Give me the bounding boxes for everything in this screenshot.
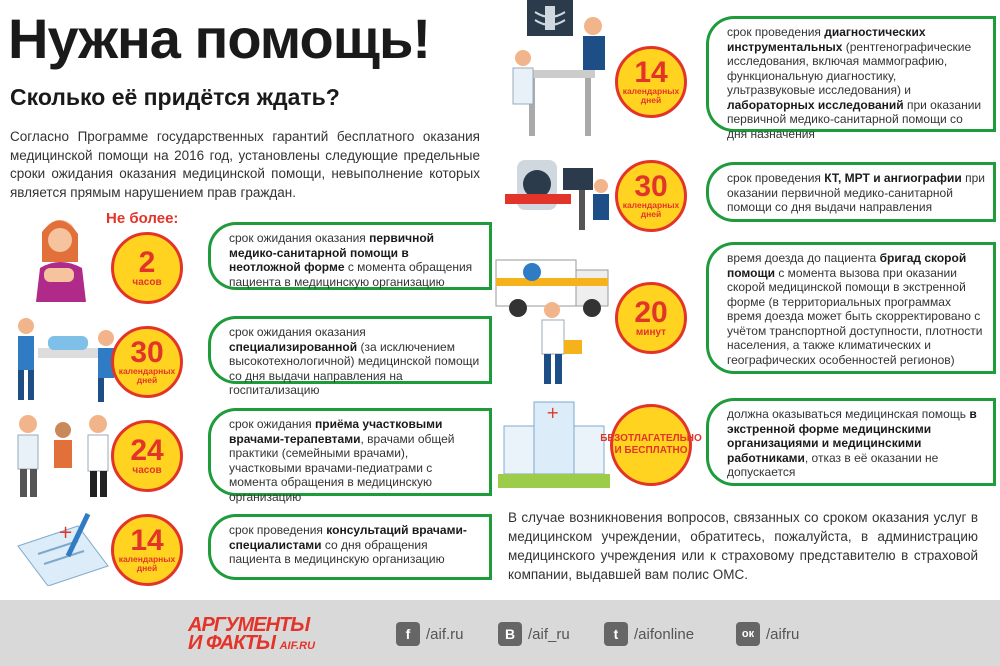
badge-number: 24 (130, 433, 164, 467)
card-text: (за исключением высокотехнологичной) медицинской помощи со дня выдачи направления на госпитализацию (229, 339, 480, 397)
badge-immediate-free (600, 404, 702, 486)
badge-20-minutes (615, 282, 687, 354)
twitter-icon: t (604, 622, 628, 646)
badge-2-hours (111, 232, 183, 304)
card-ambulance (706, 242, 994, 374)
card-text: срок проведения (229, 523, 327, 537)
logo-site: AIF.RU (279, 640, 316, 652)
card-bold-text: специализированной (229, 339, 358, 354)
badge-unit: календарных дней (118, 554, 176, 573)
page-subtitle: Сколько её придётся ждать? (10, 84, 340, 110)
social-handle: /aif.ru (426, 625, 464, 643)
logo-line1: АРГУМЕНТЫ (188, 614, 310, 636)
badge-unit: календарных дней (622, 86, 680, 105)
card-text: срок ожидания оказания (229, 231, 370, 245)
card-text: время доезда до пациента (727, 251, 880, 265)
card-urgent-primary-care (208, 222, 490, 290)
intro-text: Согласно Программе государственных гарантий бесплатного оказания медицинской помощи на 2016 год, установлены следующие предельные сроки ожидания оказания медицинской помощи, невыполнение которых является прямым нарушением прав граждан. (10, 129, 480, 200)
badge-free-text: БЕЗОТЛАГАТЕЛЬНО И БЕСПЛАТНО (600, 433, 702, 456)
social-handle: /aifonline (634, 625, 695, 643)
social-vk[interactable] (498, 622, 570, 646)
paramedics-stretcher-illustration (8, 308, 118, 403)
badge-number: 30 (130, 336, 164, 369)
card-emergency-care (706, 398, 994, 486)
card-text: срок проведения (727, 171, 825, 185)
badge-number: 20 (634, 295, 668, 329)
badge-unit: минут (635, 326, 667, 338)
card-text: должна оказываться медицинская помощь (727, 407, 970, 421)
card-text: , врачами общей практики (семейными врачами), участковыми врачами-педиатрами с момента обращения в медицинскую организацию (229, 431, 455, 504)
social-twitter[interactable] (604, 622, 694, 646)
card-ct-mri (706, 162, 994, 222)
card-bold-text: в экстренной форме медицинскими организациями и медицинскими работниками (727, 407, 977, 465)
no-more-label: Не более: (106, 210, 179, 227)
badge-14-days-diagnostics (615, 46, 687, 118)
card-specialized-care (208, 316, 490, 397)
xray-doctor-illustration (505, 0, 615, 140)
card-bold-text: приёма участковыми врачами-терапевтами (229, 417, 443, 446)
svg-text:+: + (546, 403, 560, 422)
referral-document-illustration (8, 506, 113, 586)
card-text: со дня обращения пациента в медицинскую организацию (229, 537, 445, 566)
badge-30-days-ct-mri (615, 160, 687, 232)
vk-icon: В (498, 622, 522, 646)
badge-number: 30 (634, 170, 668, 203)
badge-14-days (111, 514, 183, 586)
card-district-doctors (208, 408, 490, 504)
badge-unit: календарных дней (118, 366, 176, 385)
card-bold-text: консультаций врачами-специалистами (229, 523, 467, 552)
questions-note: В случае возникновения вопросов, связанных со сроком оказания услуг в медицинском учреждении, обратитесь, пожалуйста, в администрацию медицинского учреждения или к страховому представителю в страховой компании, выдавшей вам полис ОМС. (508, 510, 978, 582)
card-text: срок ожидания оказания (229, 325, 366, 339)
card-text: при оказании первичной медико-санитарной помощи со дня назначения (727, 97, 982, 141)
social-facebook[interactable] (396, 622, 464, 646)
odnoklassniki-icon: ок (736, 622, 760, 646)
card-bold-text: лабораторных исследований (727, 97, 904, 112)
card-text: при оказании первичной медико-санитарной помощи со дня выдачи направления (727, 171, 986, 214)
social-handle: /aif_ru (528, 625, 570, 643)
mri-scanner-illustration (505, 150, 615, 240)
card-specialist-consultations (208, 514, 490, 580)
card-text: с момента вызова при оказании скорой медицинской помощи в экстренной форме (в территориальных программах время доезда может быть скорректировано с учётом транспортной доступности, плотности населения, а также климатических и географических особенностей регионов) (727, 265, 983, 367)
badge-unit: календарных дней (622, 200, 680, 219)
facebook-icon: f (396, 622, 420, 646)
card-bold-text: бригад скорой помощи (727, 251, 967, 280)
badge-number: 14 (634, 56, 668, 89)
woman-injured-illustration (18, 212, 98, 302)
card-bold-text: диагностических инструментальных (727, 25, 926, 54)
badge-unit: часов (132, 276, 162, 288)
doctors-patient-illustration (8, 408, 118, 500)
card-text: с момента обращения пациента в медицинскую организацию (229, 260, 473, 289)
card-text: , отказ в её оказании не допускается (727, 450, 939, 479)
social-odnoklassniki[interactable] (736, 622, 799, 646)
svg-text:+: + (58, 522, 74, 543)
badge-number: 2 (138, 245, 156, 279)
card-text: (рентгенографические исследования, включая маммографию, функциональную диагностику, ультразвуковые исследования) и (727, 39, 972, 97)
page-title: Нужна помощь! (8, 7, 431, 70)
card-diagnostics (706, 16, 994, 141)
social-handle: /aifru (766, 625, 800, 643)
aif-logo[interactable] (188, 616, 315, 655)
badge-unit: часов (132, 464, 162, 476)
badge-number: 14 (130, 524, 164, 557)
ambulance-illustration (492, 248, 617, 386)
logo-line2: И ФАКТЫ (188, 632, 275, 654)
card-bold-text: первичной медико-санитарной помощи в неотложной форме (229, 231, 435, 274)
card-text: срок ожидания (229, 417, 316, 431)
hospital-building-illustration (498, 392, 610, 490)
badge-30-days (111, 326, 183, 398)
badge-24-hours (111, 420, 183, 492)
card-bold-text: КТ, МРТ и ангиографии (824, 171, 962, 185)
card-text: срок проведения (727, 25, 825, 39)
